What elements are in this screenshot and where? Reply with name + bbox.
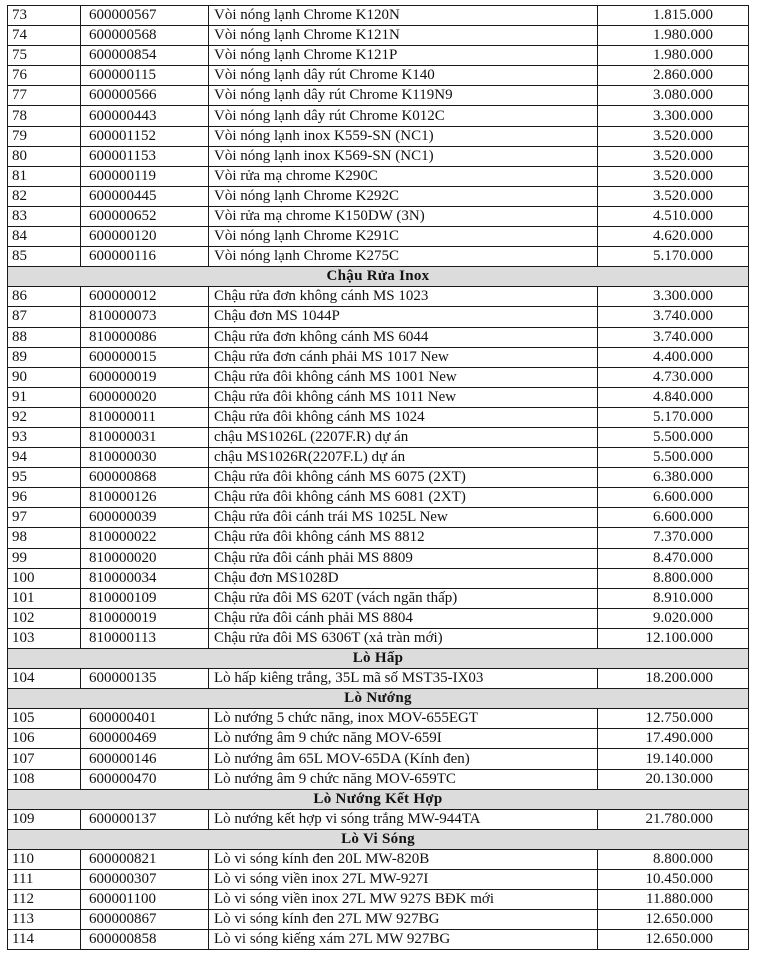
item-name: Lò vi sóng kính đen 20L MW-820B <box>209 849 598 869</box>
item-number: 83 <box>8 206 81 226</box>
item-name: Chậu rửa đôi không cánh MS 8812 <box>209 528 598 548</box>
item-number: 81 <box>8 166 81 186</box>
item-price: 6.600.000 <box>598 508 749 528</box>
item-price: 3.080.000 <box>598 86 749 106</box>
item-name: Chậu rửa đôi không cánh MS 6081 (2XT) <box>209 488 598 508</box>
item-number: 108 <box>8 769 81 789</box>
section-title: Lò Nướng Kết Hợp <box>8 789 749 809</box>
item-price: 18.200.000 <box>598 669 749 689</box>
table-row <box>8 387 749 407</box>
table-row <box>8 407 749 427</box>
item-price: 5.170.000 <box>598 407 749 427</box>
item-number: 86 <box>8 287 81 307</box>
item-name: Chậu rửa đơn cánh phải MS 1017 New <box>209 347 598 367</box>
item-price: 8.910.000 <box>598 588 749 608</box>
item-code: 600000146 <box>81 749 209 769</box>
table-row <box>8 86 749 106</box>
item-price: 6.600.000 <box>598 488 749 508</box>
item-number: 82 <box>8 186 81 206</box>
item-name: Vòi nóng lạnh Chrome K275C <box>209 247 598 267</box>
table-row <box>8 186 749 206</box>
item-name: Vòi nóng lạnh inox K559-SN (NC1) <box>209 126 598 146</box>
item-name: Lò vi sóng kính đen 27L MW 927BG <box>209 910 598 930</box>
item-number: 113 <box>8 910 81 930</box>
item-number: 94 <box>8 448 81 468</box>
table-row <box>8 347 749 367</box>
item-code: 810000073 <box>81 307 209 327</box>
item-number: 90 <box>8 367 81 387</box>
item-price: 1.980.000 <box>598 26 749 46</box>
table-row <box>8 608 749 628</box>
item-number: 106 <box>8 729 81 749</box>
item-name: Chậu rửa đôi cánh trái MS 1025L New <box>209 508 598 528</box>
item-name: Lò nướng 5 chức năng, inox MOV-655EGT <box>209 709 598 729</box>
section-header-row <box>8 829 749 849</box>
item-number: 100 <box>8 568 81 588</box>
item-number: 101 <box>8 588 81 608</box>
table-row <box>8 287 749 307</box>
table-row <box>8 247 749 267</box>
item-price: 11.880.000 <box>598 890 749 910</box>
item-number: 89 <box>8 347 81 367</box>
item-code: 600000307 <box>81 870 209 890</box>
item-code: 600000470 <box>81 769 209 789</box>
item-name: chậu MS1026L (2207F.R) dự án <box>209 427 598 447</box>
table-row <box>8 66 749 86</box>
item-price: 12.650.000 <box>598 910 749 930</box>
item-code: 600000854 <box>81 46 209 66</box>
item-price: 8.800.000 <box>598 849 749 869</box>
item-price: 21.780.000 <box>598 809 749 829</box>
item-code: 810000022 <box>81 528 209 548</box>
item-code: 600000119 <box>81 166 209 186</box>
item-code: 810000086 <box>81 327 209 347</box>
item-price: 8.800.000 <box>598 568 749 588</box>
item-code: 600000568 <box>81 26 209 46</box>
table-row <box>8 307 749 327</box>
item-price: 4.510.000 <box>598 206 749 226</box>
item-code: 600000116 <box>81 247 209 267</box>
item-name: Lò vi sóng viền inox 27L MW-927I <box>209 870 598 890</box>
item-number: 74 <box>8 26 81 46</box>
item-price: 4.620.000 <box>598 227 749 247</box>
table-row <box>8 227 749 247</box>
item-name: Lò nướng âm 9 chức năng MOV-659I <box>209 729 598 749</box>
table-row <box>8 910 749 930</box>
item-code: 810000011 <box>81 407 209 427</box>
item-name: Chậu đơn MS1028D <box>209 568 598 588</box>
item-name: Vòi nóng lạnh Chrome K121N <box>209 26 598 46</box>
item-number: 111 <box>8 870 81 890</box>
item-price: 4.730.000 <box>598 367 749 387</box>
item-price: 3.300.000 <box>598 106 749 126</box>
item-name: Vòi nóng lạnh inox K569-SN (NC1) <box>209 146 598 166</box>
item-code: 600001153 <box>81 146 209 166</box>
item-name: Lò vi sóng kiếng xám 27L MW 927BG <box>209 930 598 950</box>
item-number: 92 <box>8 407 81 427</box>
item-name: Vòi nóng lạnh Chrome K121P <box>209 46 598 66</box>
item-code: 600000015 <box>81 347 209 367</box>
table-row <box>8 508 749 528</box>
item-price: 3.520.000 <box>598 186 749 206</box>
item-name: Vòi nóng lạnh dây rút Chrome K012C <box>209 106 598 126</box>
item-price: 3.740.000 <box>598 327 749 347</box>
item-number: 73 <box>8 6 81 26</box>
table-row <box>8 890 749 910</box>
item-code: 600000137 <box>81 809 209 829</box>
item-code: 600000652 <box>81 206 209 226</box>
table-row <box>8 709 749 729</box>
item-code: 810000113 <box>81 628 209 648</box>
item-name: Vòi nóng lạnh Chrome K120N <box>209 6 598 26</box>
item-name: Lò hấp kiêng trắng, 35L mã số MST35-IX03 <box>209 669 598 689</box>
price-list-table <box>7 5 749 950</box>
table-row <box>8 870 749 890</box>
table-row <box>8 628 749 648</box>
item-name: Chậu rửa đôi cánh phải MS 8804 <box>209 608 598 628</box>
section-title: Chậu Rửa Inox <box>8 267 749 287</box>
table-row <box>8 46 749 66</box>
item-price: 7.370.000 <box>598 528 749 548</box>
item-price: 5.500.000 <box>598 427 749 447</box>
table-row <box>8 669 749 689</box>
item-number: 98 <box>8 528 81 548</box>
item-number: 77 <box>8 86 81 106</box>
item-price: 12.750.000 <box>598 709 749 729</box>
item-number: 93 <box>8 427 81 447</box>
item-code: 810000030 <box>81 448 209 468</box>
table-row <box>8 528 749 548</box>
section-title: Lò Vi Sóng <box>8 829 749 849</box>
item-name: Lò nướng âm 65L MOV-65DA (Kính đen) <box>209 749 598 769</box>
item-code: 600000401 <box>81 709 209 729</box>
item-code: 600000135 <box>81 669 209 689</box>
item-name: Vòi nóng lạnh Chrome K292C <box>209 186 598 206</box>
item-number: 80 <box>8 146 81 166</box>
item-code: 600000019 <box>81 367 209 387</box>
section-header-row <box>8 789 749 809</box>
item-name: Chậu rửa đôi MS 6306T (xả tràn mới) <box>209 628 598 648</box>
item-name: Vòi nóng lạnh dây rút Chrome K140 <box>209 66 598 86</box>
table-row <box>8 849 749 869</box>
table-row <box>8 126 749 146</box>
item-name: Vòi nóng lạnh Chrome K291C <box>209 227 598 247</box>
item-code: 600000469 <box>81 729 209 749</box>
item-price: 2.860.000 <box>598 66 749 86</box>
item-name: Chậu rửa đôi không cánh MS 1024 <box>209 407 598 427</box>
item-code: 810000109 <box>81 588 209 608</box>
item-price: 12.650.000 <box>598 930 749 950</box>
item-code: 810000126 <box>81 488 209 508</box>
item-price: 12.100.000 <box>598 628 749 648</box>
item-name: chậu MS1026R(2207F.L) dự án <box>209 448 598 468</box>
table-row <box>8 146 749 166</box>
item-number: 109 <box>8 809 81 829</box>
table-row <box>8 327 749 347</box>
item-code: 600000120 <box>81 227 209 247</box>
item-price: 3.520.000 <box>598 126 749 146</box>
item-number: 110 <box>8 849 81 869</box>
item-price: 3.520.000 <box>598 166 749 186</box>
item-code: 600000868 <box>81 468 209 488</box>
item-code: 600000821 <box>81 849 209 869</box>
section-header-row <box>8 649 749 669</box>
item-number: 112 <box>8 890 81 910</box>
table-row <box>8 468 749 488</box>
item-price: 1.815.000 <box>598 6 749 26</box>
item-number: 91 <box>8 387 81 407</box>
item-price: 20.130.000 <box>598 769 749 789</box>
item-name: Lò nướng kết hợp vi sóng trắng MW-944TA <box>209 809 598 829</box>
item-number: 114 <box>8 930 81 950</box>
item-number: 79 <box>8 126 81 146</box>
item-name: Chậu rửa đôi không cánh MS 1001 New <box>209 367 598 387</box>
item-code: 600000012 <box>81 287 209 307</box>
item-name: Vòi rửa mạ chrome K290C <box>209 166 598 186</box>
section-title: Lò Hấp <box>8 649 749 669</box>
table-row <box>8 769 749 789</box>
item-name: Chậu rửa đôi không cánh MS 1011 New <box>209 387 598 407</box>
item-number: 103 <box>8 628 81 648</box>
item-code: 810000031 <box>81 427 209 447</box>
item-price: 8.470.000 <box>598 548 749 568</box>
item-name: Vòi nóng lạnh dây rút Chrome K119N9 <box>209 86 598 106</box>
item-code: 810000034 <box>81 568 209 588</box>
item-number: 96 <box>8 488 81 508</box>
table-row <box>8 166 749 186</box>
item-number: 99 <box>8 548 81 568</box>
item-name: Chậu đơn MS 1044P <box>209 307 598 327</box>
table-row <box>8 427 749 447</box>
item-code: 600001100 <box>81 890 209 910</box>
section-header-row <box>8 689 749 709</box>
item-name: Lò vi sóng viền inox 27L MW 927S BĐK mới <box>209 890 598 910</box>
item-number: 102 <box>8 608 81 628</box>
item-name: Vòi rửa mạ chrome K150DW (3N) <box>209 206 598 226</box>
item-price: 3.520.000 <box>598 146 749 166</box>
item-name: Lò nướng âm 9 chức năng MOV-659TC <box>209 769 598 789</box>
table-row <box>8 729 749 749</box>
item-price: 19.140.000 <box>598 749 749 769</box>
table-row <box>8 367 749 387</box>
table-row <box>8 548 749 568</box>
item-code: 600001152 <box>81 126 209 146</box>
item-code: 810000020 <box>81 548 209 568</box>
item-number: 78 <box>8 106 81 126</box>
table-row <box>8 588 749 608</box>
item-price: 17.490.000 <box>598 729 749 749</box>
item-name: Chậu rửa đơn không cánh MS 1023 <box>209 287 598 307</box>
item-price: 6.380.000 <box>598 468 749 488</box>
item-code: 600000566 <box>81 86 209 106</box>
item-number: 85 <box>8 247 81 267</box>
item-price: 3.740.000 <box>598 307 749 327</box>
item-name: Chậu rửa đôi MS 620T (vách ngăn thấp) <box>209 588 598 608</box>
item-code: 600000867 <box>81 910 209 930</box>
table-row <box>8 749 749 769</box>
table-row <box>8 26 749 46</box>
item-number: 95 <box>8 468 81 488</box>
item-price: 3.300.000 <box>598 287 749 307</box>
item-number: 84 <box>8 227 81 247</box>
item-price: 4.400.000 <box>598 347 749 367</box>
item-number: 88 <box>8 327 81 347</box>
table-row <box>8 930 749 950</box>
item-number: 75 <box>8 46 81 66</box>
item-code: 600000020 <box>81 387 209 407</box>
section-title: Lò Nướng <box>8 689 749 709</box>
table-row <box>8 206 749 226</box>
table-row <box>8 106 749 126</box>
item-price: 5.170.000 <box>598 247 749 267</box>
item-name: Chậu rửa đơn không cánh MS 6044 <box>209 327 598 347</box>
item-price: 4.840.000 <box>598 387 749 407</box>
item-number: 104 <box>8 669 81 689</box>
table-row <box>8 809 749 829</box>
item-price: 10.450.000 <box>598 870 749 890</box>
item-code: 810000019 <box>81 608 209 628</box>
table-row <box>8 488 749 508</box>
item-name: Chậu rửa đôi cánh phải MS 8809 <box>209 548 598 568</box>
price-list-body <box>8 6 749 950</box>
item-name: Chậu rửa đôi không cánh MS 6075 (2XT) <box>209 468 598 488</box>
item-price: 9.020.000 <box>598 608 749 628</box>
item-code: 600000443 <box>81 106 209 126</box>
item-code: 600000039 <box>81 508 209 528</box>
item-number: 87 <box>8 307 81 327</box>
table-row <box>8 448 749 468</box>
table-row <box>8 568 749 588</box>
item-code: 600000567 <box>81 6 209 26</box>
item-code: 600000115 <box>81 66 209 86</box>
item-price: 1.980.000 <box>598 46 749 66</box>
item-price: 5.500.000 <box>598 448 749 468</box>
item-code: 600000858 <box>81 930 209 950</box>
section-header-row <box>8 267 749 287</box>
table-row <box>8 6 749 26</box>
item-number: 76 <box>8 66 81 86</box>
item-number: 107 <box>8 749 81 769</box>
item-code: 600000445 <box>81 186 209 206</box>
item-number: 105 <box>8 709 81 729</box>
item-number: 97 <box>8 508 81 528</box>
